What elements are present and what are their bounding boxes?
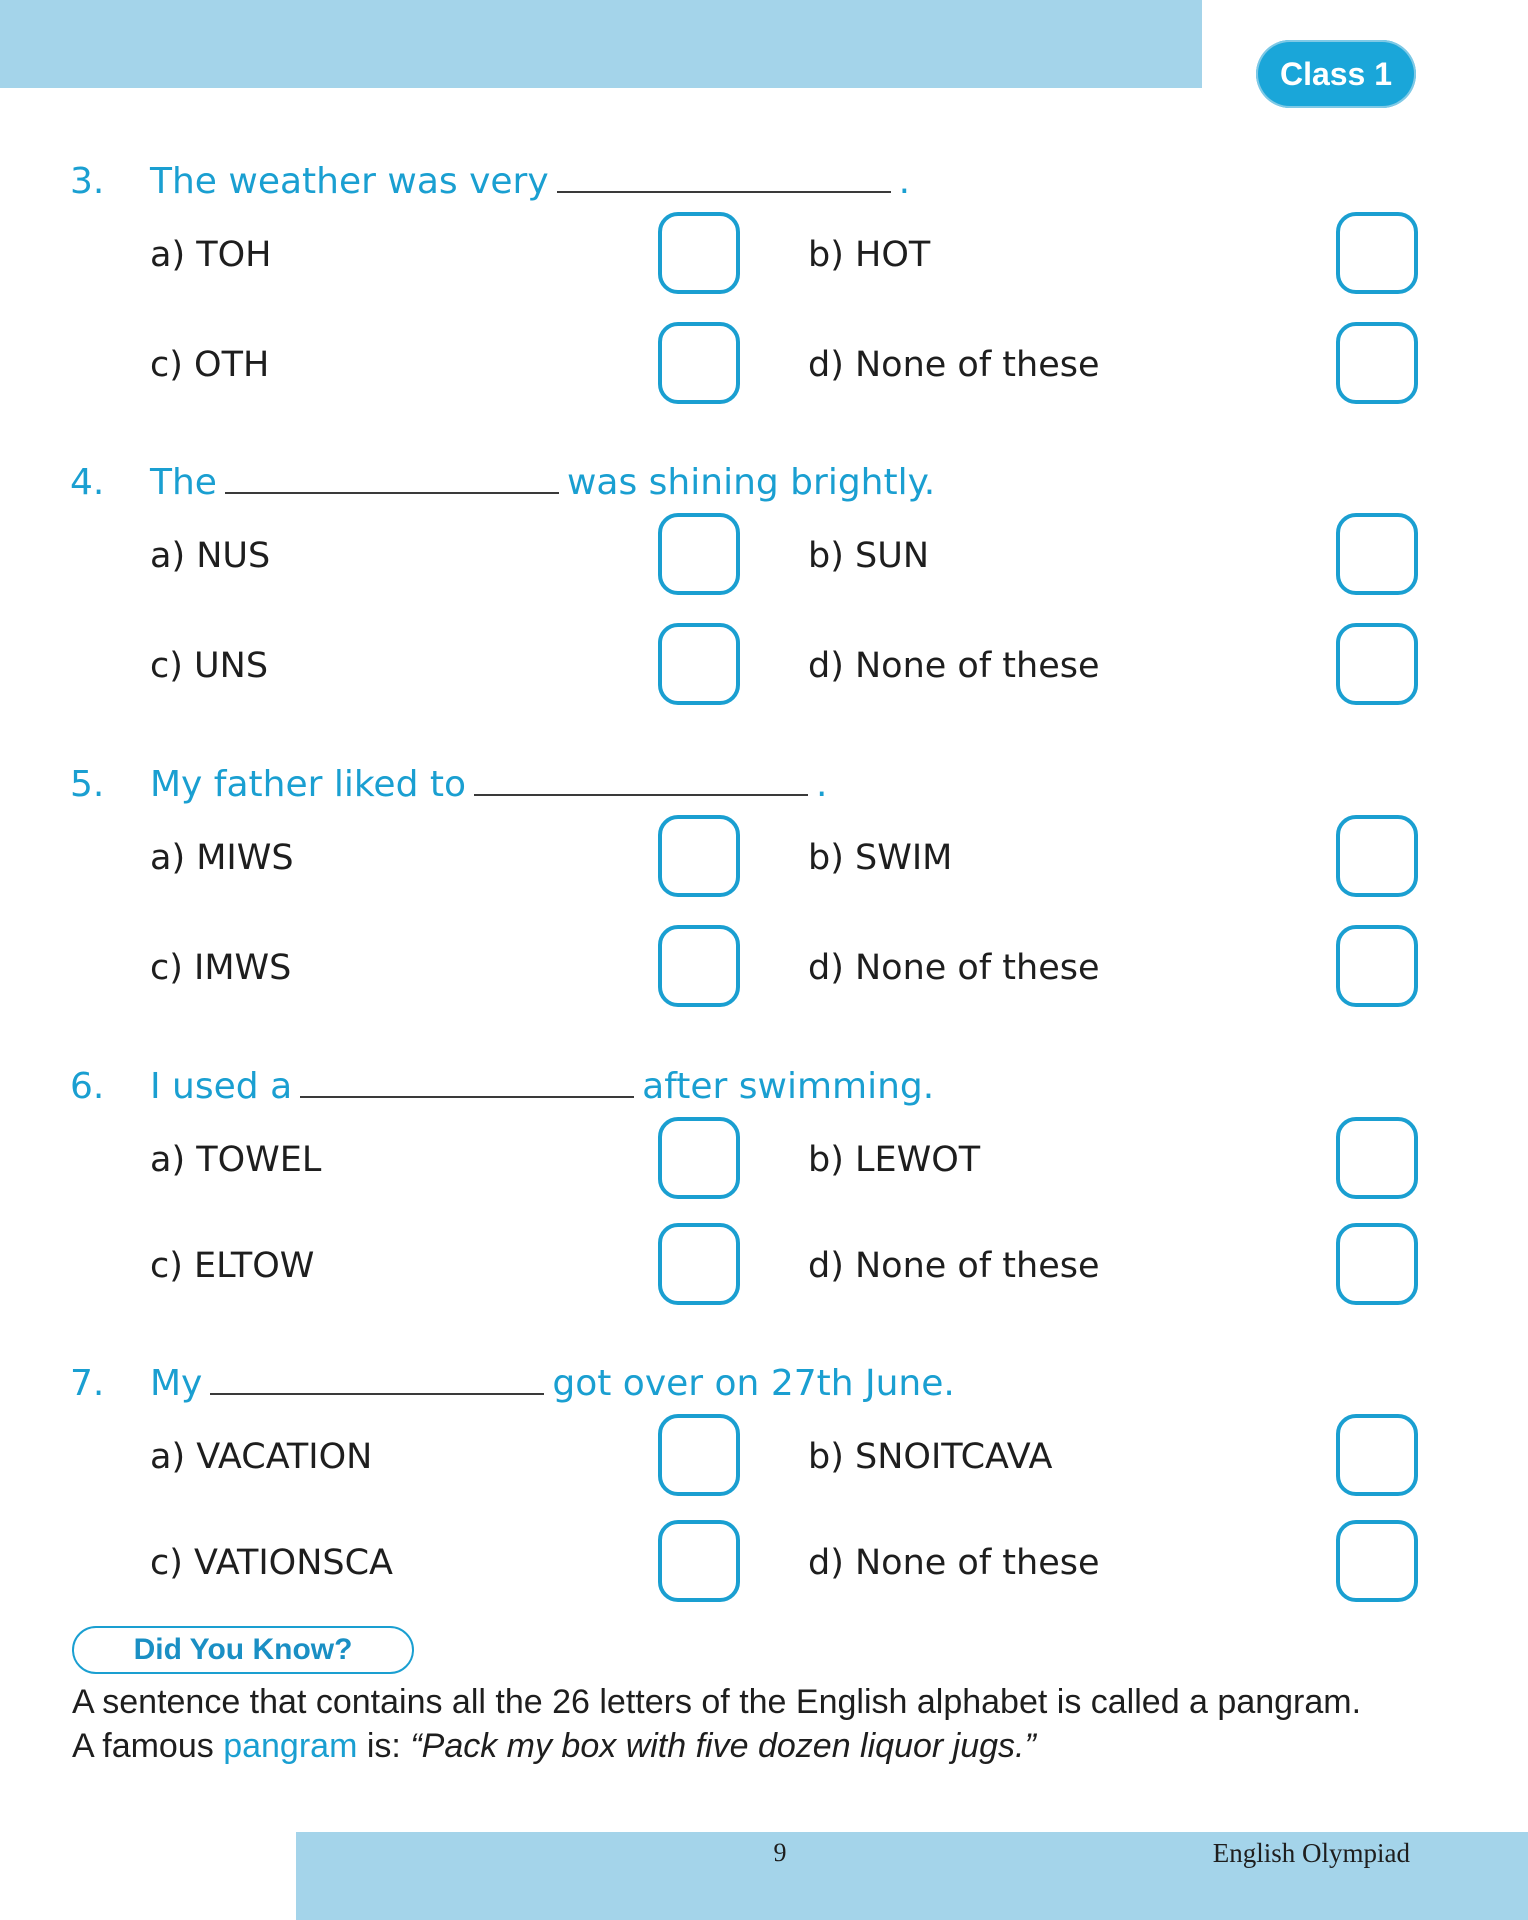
did-you-know-title: Did You Know? <box>72 1626 414 1674</box>
answer-blank <box>210 1361 544 1395</box>
option-a: a) NUS <box>150 536 271 576</box>
line-2-prefix: A famous <box>72 1727 224 1765</box>
option-a-checkbox[interactable] <box>658 513 740 595</box>
prompt-after: . <box>898 161 911 202</box>
option-d: d) None of these <box>808 948 1100 988</box>
prompt-after: after swimming. <box>642 1066 935 1107</box>
option-c-checkbox[interactable] <box>658 322 740 404</box>
option-b: b) HOT <box>808 235 931 275</box>
line-2-mid: is: <box>357 1727 411 1765</box>
option-c: c) ELTOW <box>150 1246 315 1286</box>
page-number: 9 <box>773 1838 787 1867</box>
option-d: d) None of these <box>808 1543 1100 1583</box>
option-a: a) MIWS <box>150 838 294 878</box>
option-d: d) None of these <box>808 646 1100 686</box>
question-text <box>150 1062 934 1112</box>
option-c: c) OTH <box>150 345 270 385</box>
book-title: English Olympiad <box>1212 1838 1410 1868</box>
option-c: c) IMWS <box>150 948 292 988</box>
option-a: a) TOH <box>150 235 272 275</box>
option-b-checkbox[interactable] <box>1336 1414 1418 1496</box>
question-text <box>150 760 827 810</box>
did-you-know-body <box>72 1680 1472 1768</box>
prompt-before: The <box>150 462 217 503</box>
prompt-before: I used a <box>150 1066 293 1107</box>
option-c: c) UNS <box>150 646 269 686</box>
option-a-checkbox[interactable] <box>658 1117 740 1199</box>
option-d-checkbox[interactable] <box>1336 925 1418 1007</box>
answer-blank <box>474 762 808 796</box>
question-prompt <box>0 1062 1528 1112</box>
prompt-before: My <box>150 1363 203 1404</box>
header-band <box>0 0 1202 88</box>
option-a-checkbox[interactable] <box>658 212 740 294</box>
answer-blank <box>300 1064 634 1098</box>
question-number: 7. <box>70 1363 105 1404</box>
option-b-checkbox[interactable] <box>1336 212 1418 294</box>
question-text <box>150 458 935 508</box>
class-badge: Class 1 <box>1256 40 1416 108</box>
option-a: a) TOWEL <box>150 1140 322 1180</box>
option-d-checkbox[interactable] <box>1336 623 1418 705</box>
option-b: b) SWIM <box>808 838 953 878</box>
option-d-checkbox[interactable] <box>1336 1520 1418 1602</box>
option-d-checkbox[interactable] <box>1336 322 1418 404</box>
pangram-quote: “Pack my box with five dozen liquor jugs.” <box>410 1727 1036 1765</box>
answer-blank <box>557 159 891 193</box>
answer-blank <box>225 460 559 494</box>
question-number: 6. <box>70 1066 105 1107</box>
option-b: b) SNOITCAVA <box>808 1437 1053 1477</box>
option-d: d) None of these <box>808 345 1100 385</box>
option-a: a) VACATION <box>150 1437 373 1477</box>
did-you-know-line-2 <box>72 1724 1472 1768</box>
option-d: d) None of these <box>808 1246 1100 1286</box>
option-a-checkbox[interactable] <box>658 815 740 897</box>
option-c-checkbox[interactable] <box>658 623 740 705</box>
prompt-after: got over on 27th June. <box>552 1363 955 1404</box>
prompt-before: My father liked to <box>150 764 467 805</box>
prompt-before: The weather was very <box>150 161 549 202</box>
question-prompt <box>0 760 1528 810</box>
question-text <box>150 1359 955 1409</box>
prompt-after: was shining brightly. <box>566 462 936 503</box>
option-b-checkbox[interactable] <box>1336 815 1418 897</box>
question-prompt <box>0 458 1528 508</box>
option-c-checkbox[interactable] <box>658 925 740 1007</box>
option-b: b) SUN <box>808 536 930 576</box>
option-d-checkbox[interactable] <box>1336 1223 1418 1305</box>
option-b-checkbox[interactable] <box>1336 1117 1418 1199</box>
pangram-highlight: pangram <box>223 1727 358 1765</box>
option-c: c) VATIONSCA <box>150 1543 393 1583</box>
question-text <box>150 157 910 207</box>
question-number: 4. <box>70 462 105 503</box>
question-prompt <box>0 1359 1528 1409</box>
question-prompt <box>0 157 1528 207</box>
question-number: 3. <box>70 161 105 202</box>
option-c-checkbox[interactable] <box>658 1520 740 1602</box>
option-b-checkbox[interactable] <box>1336 513 1418 595</box>
option-a-checkbox[interactable] <box>658 1414 740 1496</box>
option-c-checkbox[interactable] <box>658 1223 740 1305</box>
prompt-after: . <box>816 764 828 805</box>
option-b: b) LEWOT <box>808 1140 981 1180</box>
did-you-know-line-1: A sentence that contains all the 26 letters of the English alphabet is called a pangram. <box>72 1683 1362 1721</box>
question-number: 5. <box>70 764 105 805</box>
